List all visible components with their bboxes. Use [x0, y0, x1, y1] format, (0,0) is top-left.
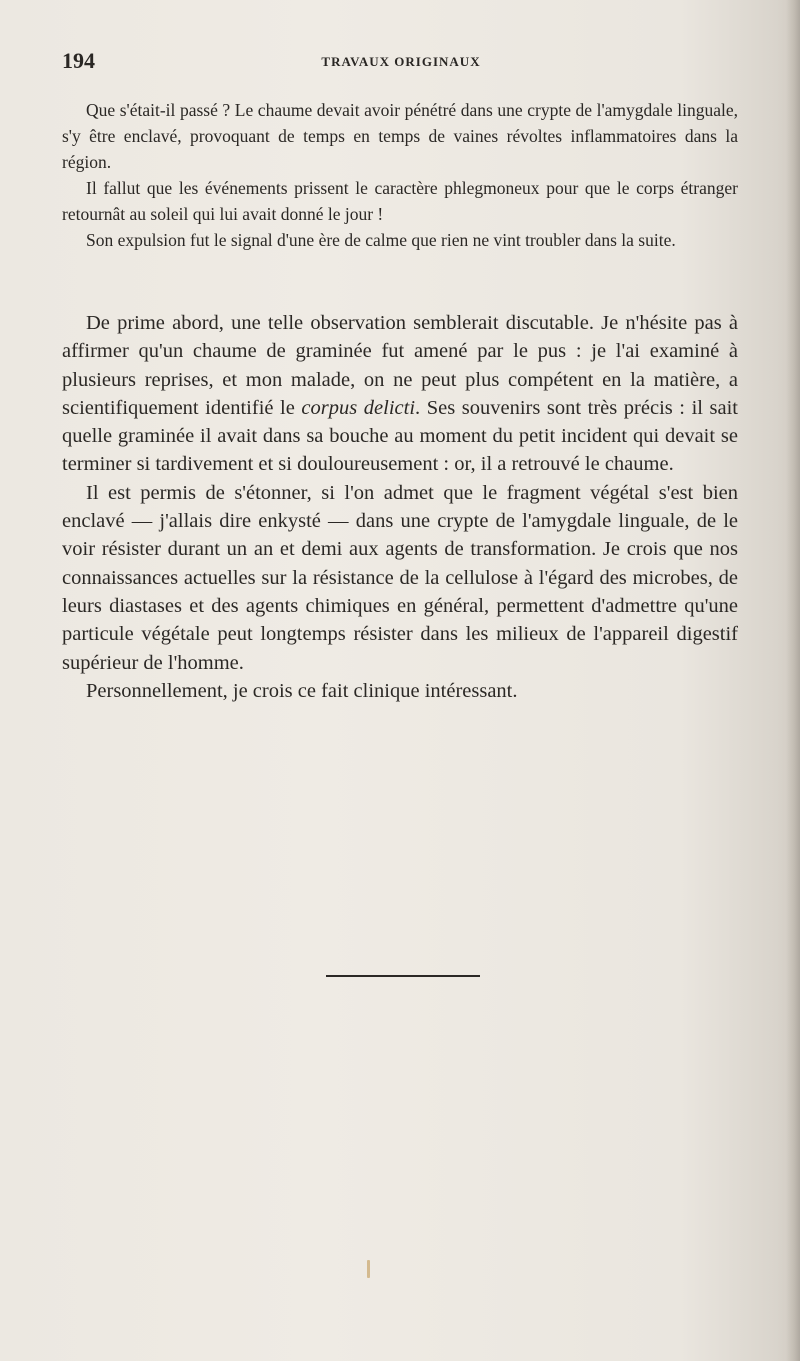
quoted-paragraph-3: Son expulsion fut le signal d'une ère de calme que rien ne vint troubler dans la suite.: [86, 230, 676, 250]
section-end-rule: [326, 975, 480, 977]
commentary-paragraph-3: Personnellement, je crois ce fait clinique intéressant.: [86, 679, 518, 702]
commentary-paragraph-2: Il est permis de s'étonner, si l'on admet que le fragment végétal s'est bien enclavé — j'allais dire enkysté — dans une crypte de l'amygdale linguale, de le voir résister durant un an et demi aux agents de transformation. Je crois que nos connaissances actuelles sur la résistance de la cellulose à l'égard des microbes, de leurs diastases et des agents chimiques en général, permettent d'admettre qu'une particule végétale peut longtemps résister dans les milieux de l'appareil digestif supérieur de l'homme.: [62, 481, 738, 674]
quoted-paragraph-1: Que s'était-il passé ? Le chaume devait avoir pénétré dans une crypte de l'amygdale linguale, s'y être enclavé, provoquant de temps en temps de vaines révoltes inflammatoires dans la région.: [62, 100, 738, 172]
page-edge-shadow: [786, 0, 800, 1361]
author-commentary: [62, 309, 738, 705]
quoted-paragraph-2: Il fallut que les événements prissent le caractère phlegmoneux pour que le corps étranger retournât au soleil qui lui avait donné le jour !: [62, 178, 738, 224]
commentary-p1-text-a: De prime abord, une telle observation semblerait discutable. Je n'hésite pas à affirmer qu'un chaume de graminée fut amené par le pus : je l'ai examiné à plusieurs reprises, et mon malade, on ne peut plus compétent en la matière, a scientifiquement identifié le: [62, 312, 738, 419]
latin-term: corpus delicti: [301, 396, 416, 419]
commentary-p1-text-b: . Ses souvenirs sont très précis : il sait quelle graminée il avait dans sa bouche au moment du petit incident qui devait se terminer si tardivement et si douloureusement : or, il a retrouvé le chaume.: [62, 396, 738, 476]
quoted-case-passage: [62, 97, 738, 253]
page-header: [62, 48, 740, 76]
running-head: TRAVAUX ORIGINAUX: [321, 54, 481, 69]
page-number: 194: [62, 48, 95, 73]
commentary-paragraph-1: [62, 309, 738, 479]
paper-speck: [367, 1260, 370, 1278]
